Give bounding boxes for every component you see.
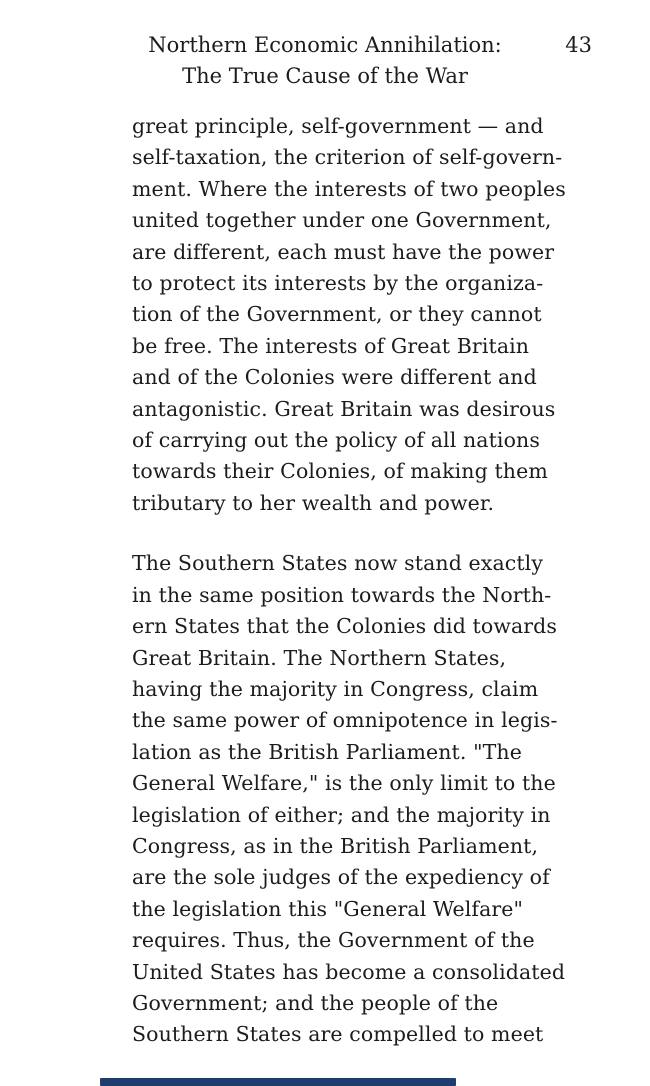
paragraph-2 — [132, 548, 602, 1051]
text-line: United States has become a consolidated — [132, 959, 566, 984]
text-line: the same power of omnipotence in legis- — [132, 708, 558, 733]
page-number: 43 — [565, 33, 592, 57]
text-line: of carrying out the policy of all nations — [132, 428, 540, 453]
text-line: The Southern States now stand exactly — [132, 551, 544, 576]
text-line: Great Britain. The Northern States, — [132, 645, 507, 670]
running-header-line1: Northern Economic Annihilation: — [148, 33, 502, 57]
text-line: Congress, as in the British Parliament, — [132, 833, 539, 858]
text-line: General Welfare," is the only limit to the — [132, 771, 556, 796]
text-line: tion of the Government, or they cannot — [132, 302, 542, 327]
running-header-line2: The True Cause of the War — [182, 64, 468, 88]
text-line: having the majority in Congress, claim — [132, 676, 539, 701]
text-line: lation as the British Parliament. "The — [132, 739, 522, 764]
paragraph-1 — [132, 111, 602, 519]
text-line: to protect its interests by the organiza- — [132, 271, 544, 296]
text-line: ern States that the Colonies did towards — [132, 614, 558, 639]
text-line: great principle, self-government — and — [132, 114, 544, 138]
text-line: are different, each must have the power — [132, 239, 555, 264]
text-line: ment. Where the interests of two peoples — [132, 176, 566, 201]
text-line: legislation of either; and the majority in — [132, 802, 551, 827]
text-line: self-taxation, the criterion of self-govern- — [132, 145, 563, 170]
text-line: requires. Thus, the Government of the — [132, 928, 535, 953]
reading-progress-bar[interactable] — [100, 1078, 456, 1086]
running-header — [0, 30, 650, 92]
text-line: and of the Colonies were different and — [132, 365, 537, 390]
body-text — [132, 111, 602, 1051]
text-line: united together under one Government, — [132, 208, 552, 233]
text-line: Government; and the people of the — [132, 990, 499, 1015]
text-line: are the sole judges of the expediency of — [132, 865, 550, 890]
text-line: towards their Colonies, of making them — [132, 459, 548, 484]
text-line: be free. The interests of Great Britain — [132, 333, 530, 358]
text-line: antagonistic. Great Britain was desirous — [132, 396, 556, 421]
text-line: Southern States are compelled to meet — [132, 1022, 544, 1047]
text-line: the legislation this "General Welfare" — [132, 896, 524, 921]
text-line: in the same position towards the North- — [132, 582, 552, 607]
text-line: tributary to her wealth and power. — [132, 490, 495, 515]
